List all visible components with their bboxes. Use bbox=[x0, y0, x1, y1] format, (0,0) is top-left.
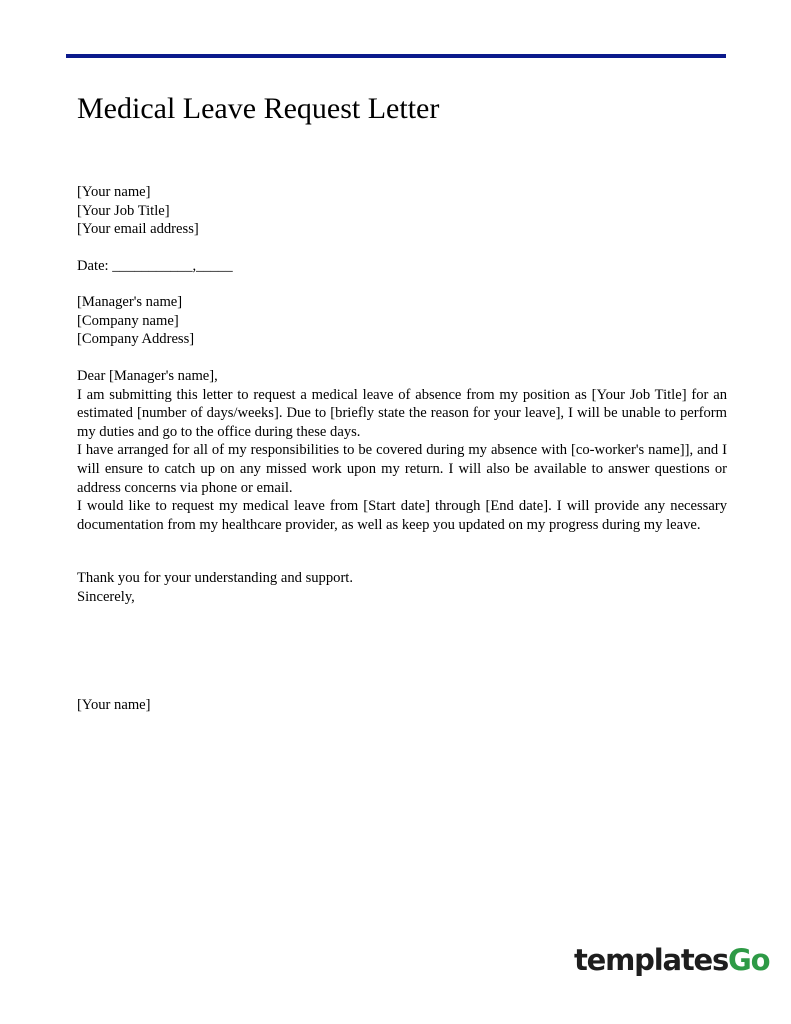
header-rule bbox=[66, 54, 726, 58]
signature-block bbox=[77, 696, 727, 715]
templatesgo-logo bbox=[574, 942, 769, 978]
body-paragraph: I would like to request my medical leave from [Start date] through [End date]. I will provide any necessary documentation from my healthcare provider, as well as keep you updated on my progress during my leave. bbox=[77, 498, 727, 533]
closing-line: Thank you for your understanding and support. bbox=[77, 570, 354, 586]
recipient-company-name: [Company name] bbox=[77, 312, 179, 329]
recipient-block bbox=[77, 293, 727, 349]
logo-text-accent: Go bbox=[728, 943, 770, 977]
sender-block bbox=[77, 183, 727, 239]
closing-block bbox=[77, 569, 727, 606]
recipient-company-address: [Company Address] bbox=[77, 331, 195, 348]
letter-body bbox=[77, 367, 727, 534]
sender-email: [Your email address] bbox=[77, 221, 199, 238]
sender-job-title: [Your Job Title] bbox=[77, 202, 170, 219]
date-line: Date: ___________,_____ bbox=[77, 258, 233, 274]
signature-name: [Your name] bbox=[77, 697, 151, 713]
sender-name: [Your name] bbox=[77, 184, 151, 200]
sign-off: Sincerely, bbox=[77, 588, 135, 605]
body-paragraph: I have arranged for all of my responsibilities to be covered during my absence with [co-worker's name]], and I will ensure to catch up on any missed work upon my return. I will also be available to answer questions or address concerns via phone or email. bbox=[77, 442, 727, 496]
salutation: Dear [Manager's name], bbox=[77, 368, 218, 384]
body-paragraph: I am submitting this letter to request a medical leave of absence from my position as [Your Job Title] for an estimated [number of days/weeks]. Due to [briefly state the reason for your leave], I will be unable to perform my duties and go to the office during these days. bbox=[77, 386, 727, 440]
date-block bbox=[77, 257, 727, 276]
page-title: Medical Leave Request Letter bbox=[77, 92, 440, 125]
logo-text-main: templates bbox=[574, 943, 729, 977]
recipient-manager-name: [Manager's name] bbox=[77, 294, 183, 310]
